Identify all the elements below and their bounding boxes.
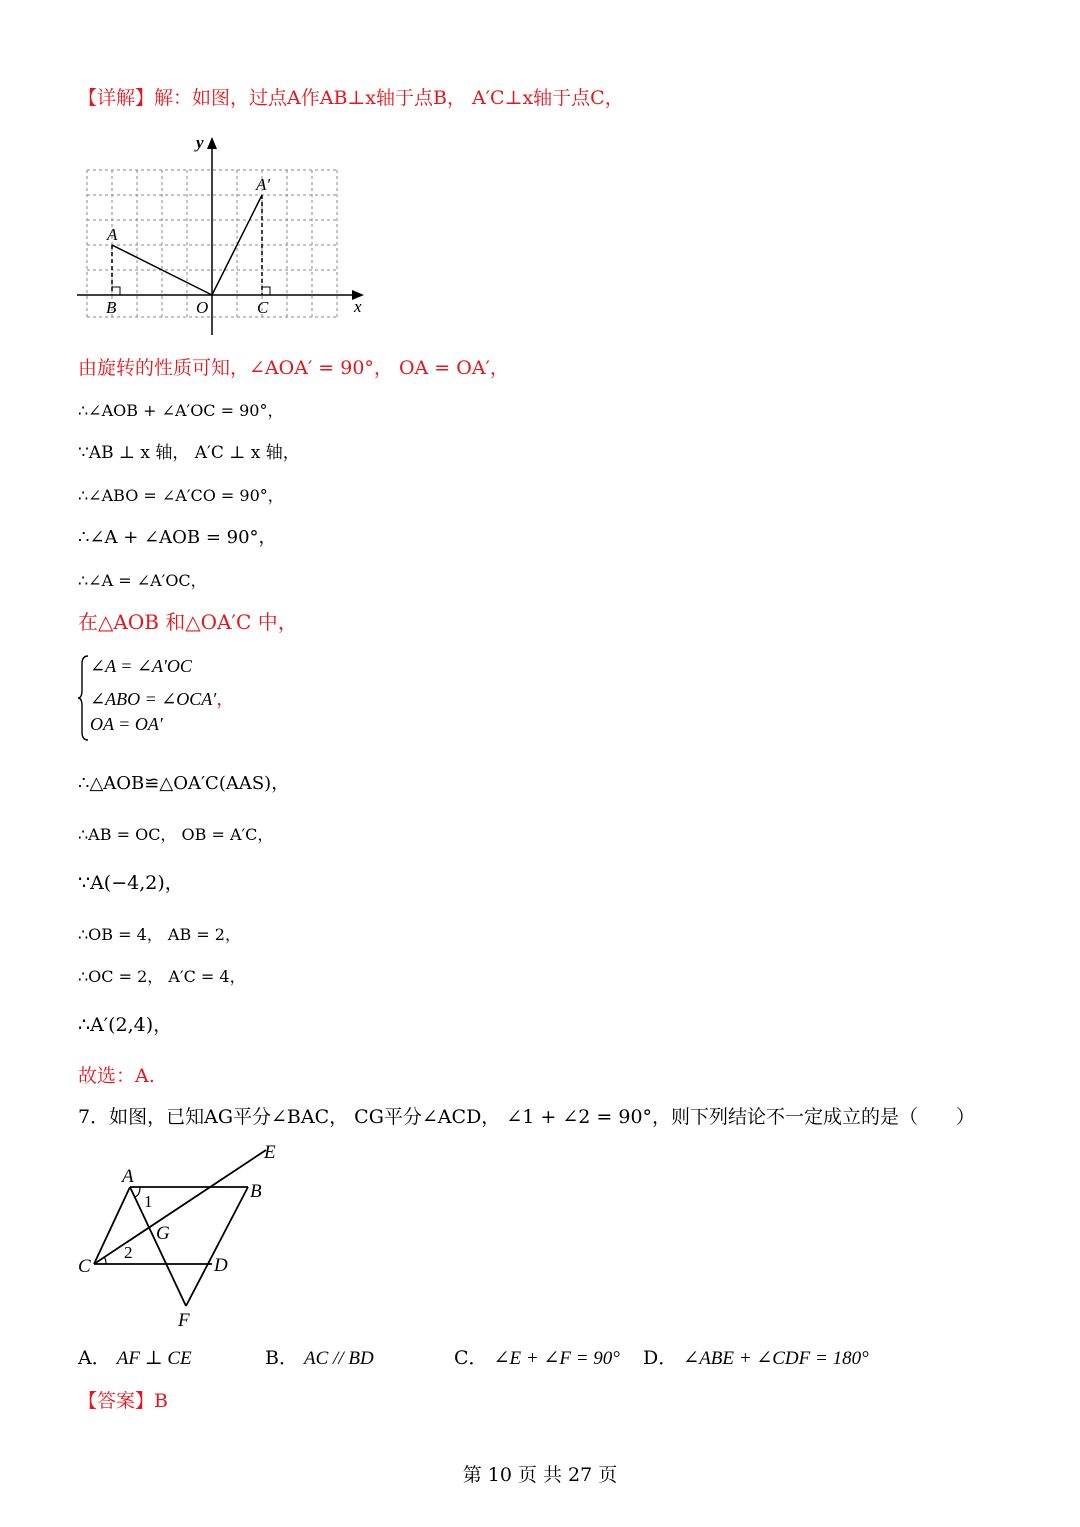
- label-C: C: [257, 298, 269, 317]
- option-d-letter: D．: [643, 1347, 678, 1369]
- option-a-text: AF ⊥ CE: [116, 1348, 192, 1369]
- right-angle-B: [112, 287, 120, 295]
- option-d[interactable]: [643, 1344, 869, 1373]
- condition-system: [78, 652, 378, 744]
- label-O: O: [196, 298, 209, 317]
- option-b-letter: B．: [265, 1347, 298, 1369]
- option-b-text: AC // BD: [304, 1348, 374, 1369]
- label-B: B: [250, 1181, 262, 1202]
- step-point-A-prime: ∴A′(2,4)，: [78, 1014, 173, 1036]
- step-angle-equal: ∴∠A = ∠A′OC，: [78, 571, 207, 590]
- choice-line: 故选：A.: [78, 1065, 155, 1087]
- label-D: D: [214, 1255, 228, 1276]
- step-angle-A-sum: ∴∠A + ∠AOB = 90°，: [78, 527, 277, 548]
- step-sides-equal: ∴AB = OC， OB = A′C，: [78, 825, 274, 844]
- answer-value: B: [154, 1390, 168, 1412]
- step-triangles: 在△AOB 和△OA′C 中，: [78, 610, 298, 634]
- page-footer: 第 10 页 共 27 页: [462, 1464, 618, 1486]
- step-OB-AB: ∴OB = 4， AB = 2，: [78, 925, 241, 944]
- option-c-text: ∠E + ∠F = 90°: [493, 1348, 620, 1369]
- step-congruent: ∴△AOB≌△OA′C(AAS)，: [78, 773, 290, 794]
- answer-line: [78, 1387, 168, 1415]
- y-axis-arrow: [207, 137, 217, 149]
- label-F: F: [178, 1310, 190, 1331]
- condition-2: [90, 685, 234, 711]
- label-y: y: [196, 133, 204, 152]
- detail-tag: 【详解】: [78, 87, 155, 109]
- step-right-angles: ∴∠ABO = ∠A′CO = 90°，: [78, 486, 284, 505]
- detail-text: 解：如图，过点A作AB⊥x轴于点B， A′C⊥x轴于点C，: [154, 87, 624, 109]
- option-a-letter: A．: [78, 1347, 111, 1369]
- option-c-letter: C．: [454, 1347, 488, 1369]
- label-C: C: [78, 1256, 91, 1277]
- step-angle-sum: ∴∠AOB + ∠A′OC = 90°，: [78, 401, 284, 420]
- condition-2-tail: ，: [216, 689, 235, 709]
- label-A: A: [122, 1166, 134, 1187]
- step-OC-AC: ∴OC = 2， A′C = 4，: [78, 967, 246, 986]
- step-perpendicular: ∵AB ⊥ x 轴， A′C ⊥ x 轴，: [78, 443, 300, 463]
- step-rotation: 由旋转的性质可知，∠AOA′ = 90°， OA = OA′，: [78, 357, 509, 379]
- angle-1-arc: [135, 1187, 140, 1197]
- label-E: E: [264, 1142, 276, 1163]
- segment-BF: [186, 1187, 248, 1306]
- label-A: A: [107, 225, 118, 244]
- right-angle-C: [262, 287, 270, 295]
- step-point-A: ∵A(−4,2)，: [78, 872, 184, 894]
- condition-1: ∠A = ∠A′OC: [90, 656, 192, 676]
- label-B: B: [106, 298, 117, 317]
- condition-3: OA = OA′: [90, 714, 163, 734]
- label-2: 2: [124, 1243, 133, 1262]
- question-7: [78, 1103, 975, 1131]
- option-a[interactable]: [78, 1344, 192, 1373]
- question-text: 如图，已知AG平分∠BAC， CG平分∠ACD， ∠1 + ∠2 = 90°，则下列结论不一定成立的是（ ）: [109, 1106, 976, 1128]
- option-d-text: ∠ABE + ∠CDF = 180°: [683, 1348, 869, 1369]
- option-c[interactable]: [454, 1344, 620, 1373]
- label-1: 1: [144, 1192, 153, 1211]
- figure-coordinate-grid: [74, 130, 374, 340]
- angle-2-arc: [104, 1257, 106, 1264]
- label-A-prime: A′: [256, 175, 271, 194]
- label-G: G: [156, 1223, 170, 1244]
- detail-header: [78, 84, 624, 112]
- condition-2-text: ∠ABO = ∠OCA′: [90, 689, 217, 709]
- label-x: x: [354, 297, 362, 316]
- segment-AF: [130, 1187, 186, 1306]
- left-brace: [78, 654, 90, 742]
- answer-tag: 【答案】: [78, 1390, 155, 1412]
- option-b[interactable]: [265, 1344, 374, 1373]
- figure-question-7: [74, 1140, 294, 1335]
- question-number: 7．: [78, 1106, 110, 1128]
